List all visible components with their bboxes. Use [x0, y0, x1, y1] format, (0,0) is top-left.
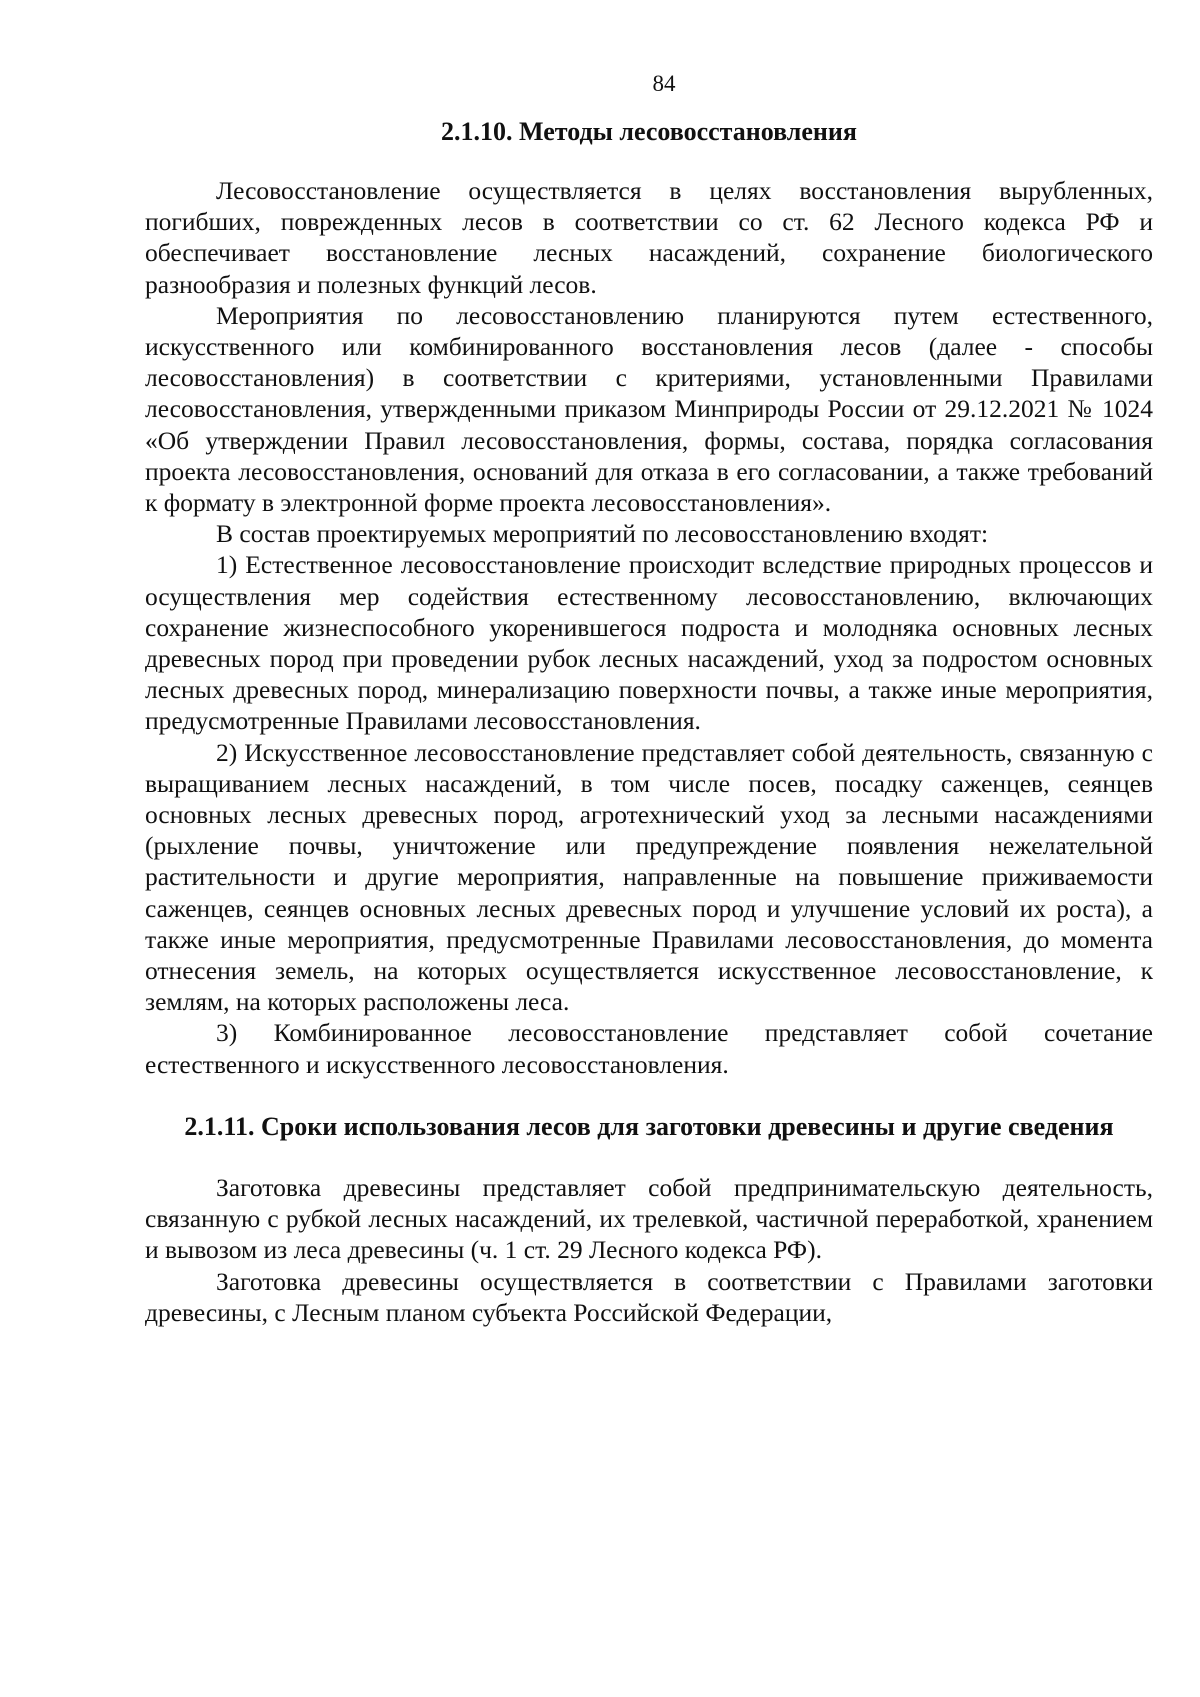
paragraph: Заготовка древесины осуществляется в соответствии с Правилами заготовки древесины, с Лесным планом субъекта Российской Федерации,	[145, 1266, 1153, 1327]
section-heading: 2.1.11. Сроки использования лесов для заготовки древесины и другие сведения	[184, 1111, 1114, 1141]
list-item-natural-restoration: 1) Естественное лесовосстановление происходит вследствие природных процессов и осуществления мер содействия естественному лесовосстановлению, включающих сохранение жизнеспособного укоренившегося подроста и молодняка основных лесных древесных пород при проведении рубок лесных насаждений, уход за подростом основных лесных древесных пород, минерализацию поверхности почвы, а также иные мероприятия, предусмотренные Правилами лесовосстановления.	[145, 550, 1153, 736]
paragraph: В состав проектируемых мероприятий по лесовосстановлению входят:	[216, 519, 989, 549]
paragraph: Лесовосстановление осуществляется в целях восстановления вырубленных, погибших, поврежденных лесов в соответствии со ст. 62 Лесного кодекса РФ и обеспечивает восстановление лесных насаждений, сохранение биологического разнообразия и полезных функций лесов.	[145, 176, 1153, 299]
list-item-combined-restoration: 3) Комбинированное лесовосстановление представляет собой сочетание естественного и искусственного лесовосстановления.	[145, 1018, 1153, 1079]
page-number: 84	[652, 71, 676, 96]
section-heading: 2.1.10. Методы лесовосстановления	[441, 117, 857, 146]
section-forest-restoration-methods	[145, 115, 1153, 1080]
paragraph: Мероприятия по лесовосстановлению планируются путем естественного, искусственного или комбинированного восстановления лесов (далее - способы лесовосстановления) в соответствии с критериями, установленными Правилами лесовосстановления, утвержденными приказом Минприроды России от 29.12.2021 № 1024 «Об утверждении Правил лесовосстановления, формы, состава, порядка согласования проекта лесовосстановления, оснований для отказа в его согласовании, а также требований к формату в электронной форме проекта лесовосстановления».	[145, 300, 1153, 518]
list-item-artificial-restoration: 2) Искусственное лесовосстановление представляет собой деятельность, связанную с выращиванием лесных насаждений, в том числе посев, посадку саженцев, сеянцев основных лесных древесных пород, агротехнический уход за лесными насаждениями (рыхление почвы, уничтожение или предупреждение появления нежелательной растительности и другие мероприятия, направленные на повышение приживаемости саженцев, сеянцев основных лесных древесных пород и улучшение условий их роста), а также иные мероприятия, предусмотренные Правилами лесовосстановления, до момента отнесения земель, на которых осуществляется искусственное лесовосстановление, к землям, на которых расположены леса.	[145, 737, 1153, 1017]
paragraph: Заготовка древесины представляет собой предпринимательскую деятельность, связанную с рубкой лесных насаждений, их трелевкой, частичной переработкой, хранением и вывозом из леса древесины (ч. 1 ст. 29 Лесного кодекса РФ).	[145, 1172, 1153, 1265]
section-timber-harvesting-terms	[145, 1110, 1153, 1328]
document-page	[145, 70, 1153, 1328]
